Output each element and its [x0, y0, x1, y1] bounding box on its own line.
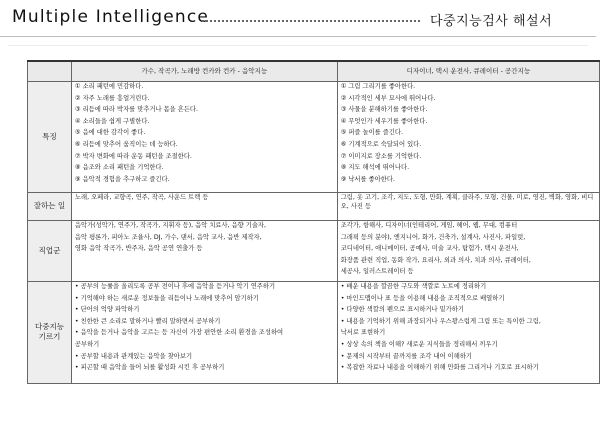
list-item: ⑨ 낙서를 좋아한다. — [340, 175, 395, 183]
page-title: Multiple Intelligence — [12, 7, 210, 27]
list-item: 낙서로 표현하기 — [340, 329, 386, 337]
list-item: ④ 소리들을 쉽게 구별한다. — [74, 117, 150, 125]
list-item: • 친한한 큰 소리로 말하거나 빨리 말하면서 공부하기 — [74, 317, 221, 325]
list-item: 그래픽 등의 분야), 엔지니어, 화가, 건축가, 설계사, 사진사, 파일럿, — [340, 233, 526, 241]
page-header — [0, 0, 600, 34]
table-row-strategies — [28, 281, 600, 383]
list-item: ③ 사물을 분해하기를 좋아한다. — [340, 106, 428, 114]
row-label-strategies — [28, 281, 72, 383]
list-item: 코디네이터, 애니메이터, 공예사, 미술 교사, 탐험가, 택시 운전사, — [340, 245, 519, 253]
list-item: • 공부할 내용과 관계있는 음악을 찾아보기 — [74, 352, 193, 360]
strategies-music-cell — [71, 281, 337, 383]
row-label-strategies-line2: 기르기 — [38, 332, 61, 342]
list-item: 영화 음악 작곡가, 반주자, 음악 공연 연출가 등 — [74, 245, 203, 253]
column-header-music: 가수, 작곡가, 노래방 컨카와 컨카 - 음악지능 — [71, 61, 337, 82]
list-item: ⑧ 음조와 소리 패턴을 기억한다. — [74, 164, 164, 172]
list-item: ⑤ 음에 대한 감각이 좋다. — [74, 129, 146, 137]
skills-music-text: 노래, 오페라, 교향곡, 연주, 작곡, 사운드 트랙 등 — [74, 194, 209, 201]
row-label-careers: 직업군 — [28, 221, 72, 282]
list-item: 음악가(성악가, 연주가, 작곡가, 지휘자 등), 음악 치료사, 음향 기술자, — [74, 222, 267, 229]
page-subtitle: 다중지능검사 해설서 — [430, 14, 553, 29]
row-label-traits: 특징 — [28, 82, 72, 193]
list-item: ② 시각적인 세부 묘사에 뛰어나다. — [340, 94, 436, 102]
list-item: • 기억해야 하는 새로운 정보들을 리듬이나 노래에 맞추어 암기하기 — [74, 294, 259, 302]
list-item: ⑥ 기계적으로 숙달되어 있다. — [340, 140, 422, 148]
traits-spatial-cell — [337, 82, 599, 193]
title-dotted-rule — [202, 20, 420, 22]
list-item: • 단어의 억양 파악하기 — [74, 306, 140, 314]
skills-spatial-text: 그림, 옷 고기, 조각, 지도, 도형, 만화, 계획, 클라주, 모형, 건물, 미로, 영진, 벽화, 영화, 비디오, 사진 등 — [340, 194, 594, 210]
list-item: ⑥ 리듬에 맞추어 움직이는 데 능하다. — [74, 140, 178, 148]
list-item: 음악 평론가, 피아노 조율사, DJ, 가수, 댄서, 음악 교사, 음반 제작자, — [74, 233, 262, 241]
list-item: • 음악을 듣거나 음악을 고르는 등 자신이 가장 편안한 소리 환경을 조성하여 — [74, 329, 284, 337]
column-header-spatial: 디자이너, 택시 운전사, 큐레이터 - 공간지능 — [337, 61, 599, 82]
table-header-row — [28, 61, 600, 82]
list-item: ⑨ 음악적 경험을 추구하고 즐긴다. — [74, 175, 170, 183]
skills-music-cell — [71, 193, 337, 221]
list-item: • 복잡한 자료나 내용을 이해하기 위해 만화를 그리거나 기호로 표시하기 — [340, 364, 539, 372]
careers-music-cell — [71, 221, 337, 282]
row-label-skills: 잘하는 일 — [28, 193, 72, 221]
list-item: ③ 리듬에 따라 박자를 맞추거나 몸을 흔든다. — [74, 106, 198, 114]
careers-spatial-cell — [337, 221, 599, 282]
list-item: • 다양한 색깔의 펜으로 표시하거나 밑가하기 — [340, 306, 464, 314]
list-item: ② 자주 노래를 흥얼거린다. — [74, 94, 150, 102]
list-item: • 내용을 기억하기 위해 과장되거나 우스꽝스럽게 그림 또는 특이한 그림, — [340, 317, 541, 325]
list-item: • 마인드맵이나 표 등을 이용해 내용을 조직적으로 배열하기 — [340, 294, 505, 302]
list-item: ④ 무엇인가 세우기를 좋아한다. — [340, 117, 428, 125]
table-row-traits — [28, 82, 600, 193]
traits-music-cell — [71, 82, 337, 193]
header-empty-cell — [28, 61, 72, 82]
list-item: • 상상 속의 책을 이해? 새로운 지식들을 정리해서 끼우기 — [340, 340, 498, 348]
list-item: 공부하기 — [74, 340, 100, 348]
list-item: 조각가, 항해사, 디자이너(인테리어, 게임, 헤어, 웹, 무대, 컴퓨터 — [340, 222, 518, 229]
list-item: 세공사, 일러스트레이터 등 — [340, 268, 414, 276]
list-item: ⑤ 퍼즐 놀이를 즐긴다. — [340, 129, 404, 137]
list-item: ① 그림 그리기를 좋아한다. — [340, 83, 416, 90]
table-row-careers — [28, 221, 600, 282]
list-item: ① 소리 패턴에 민감하다. — [74, 83, 144, 90]
list-item: • 피곤할 때 음악을 들어 뇌를 활성화 시킨 후 공부하기 — [74, 364, 225, 372]
list-item: ⑦ 이미지로 장소를 기억한다. — [340, 152, 422, 160]
row-label-strategies-line1: 다중지능 — [34, 322, 64, 332]
list-item: ⑧ 지도 해석에 뛰어나다. — [340, 164, 410, 172]
list-item: 화장품 관련 직업, 동화 작가, 요리사, 외과 의사, 치과 의사, 큐레이터, — [340, 256, 531, 264]
strategies-spatial-cell — [337, 281, 599, 383]
list-item: ⑦ 박자 변화에 따라 운동 패턴을 조절한다. — [74, 152, 192, 160]
list-item: • 배운 내용을 깔끔한 구도와 색깔로 노트에 정리하기 — [340, 282, 487, 290]
table-row-skills — [28, 193, 600, 221]
intelligence-table — [27, 60, 600, 384]
list-item: • 문제의 시작부터 끝까지를 조각 내어 이해하기 — [340, 352, 472, 360]
list-item: • 공부의 능률을 올리도록 공부 전이나 후에 음악을 듣거나 악기 연주하기 — [74, 282, 276, 290]
skills-spatial-cell — [337, 193, 599, 221]
